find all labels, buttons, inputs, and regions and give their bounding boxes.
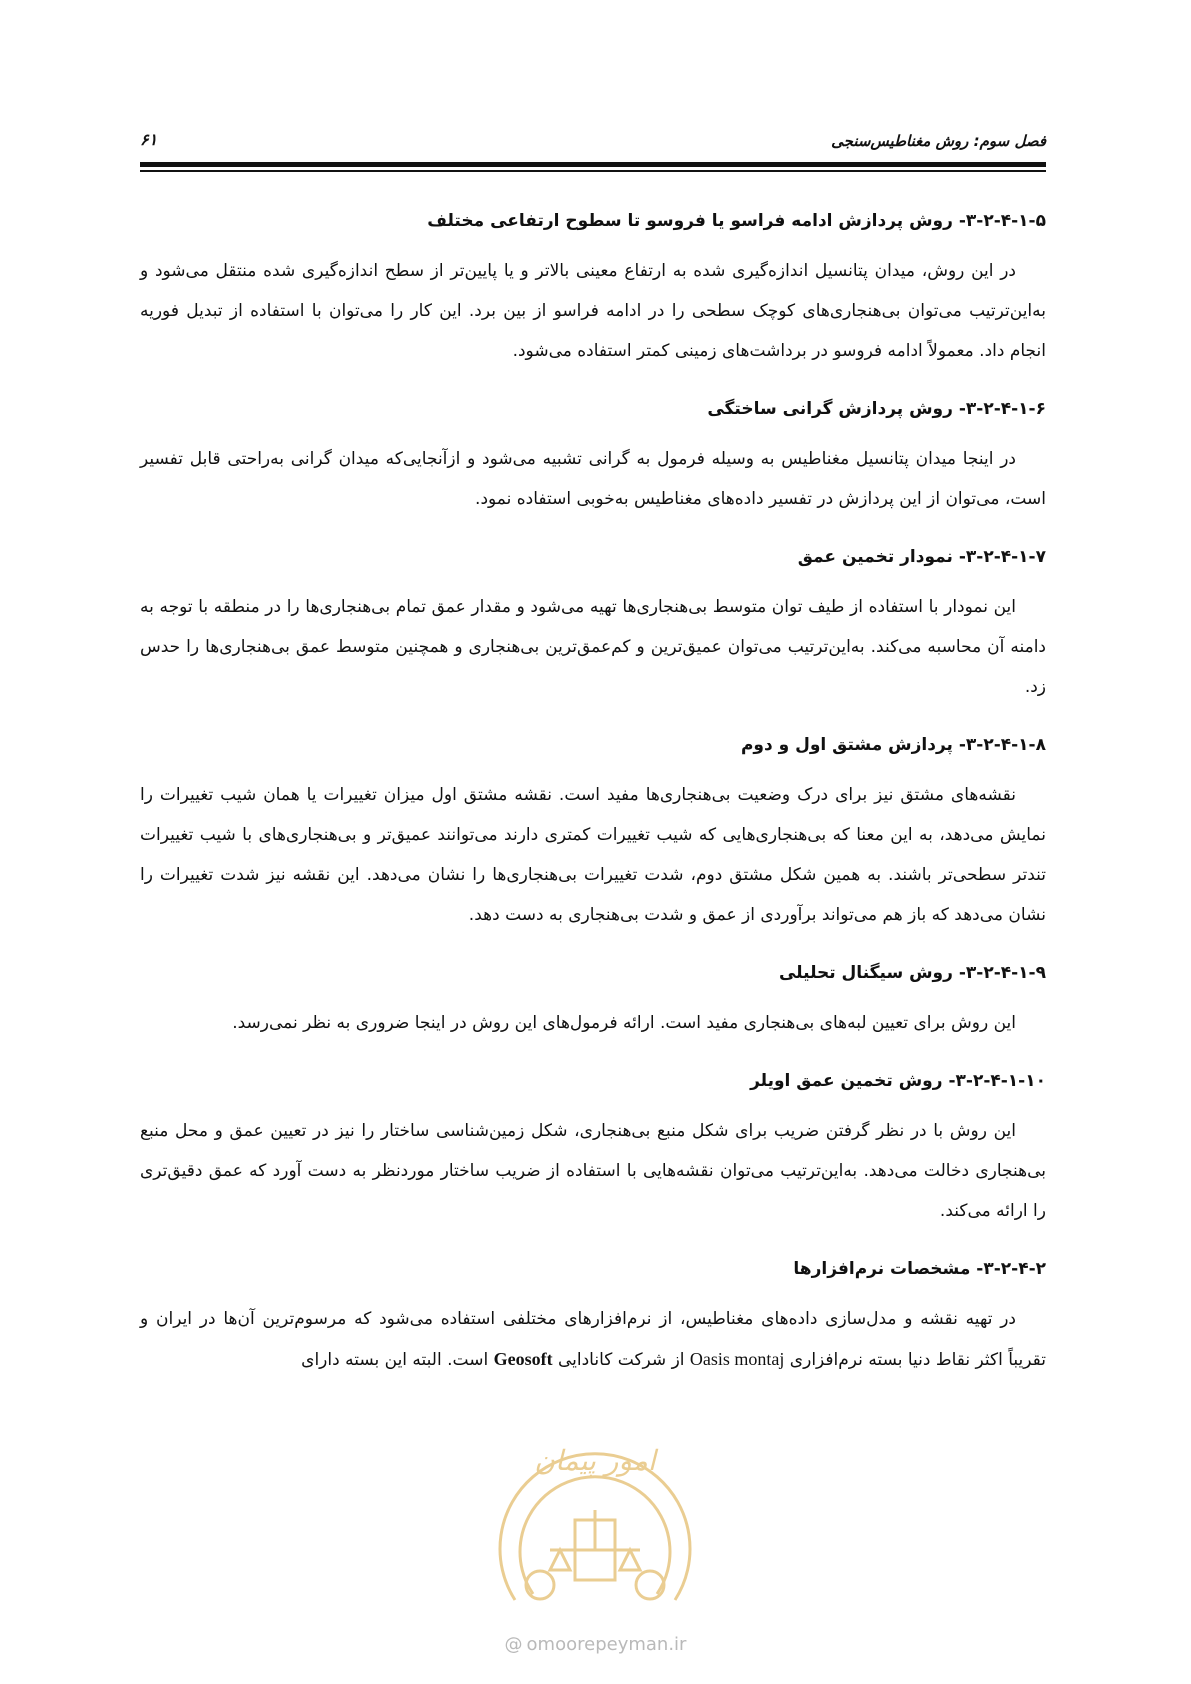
section-paragraph: این نمودار با استفاده از طیف توان متوسط بی‌هنجاری‌ها تهیه می‌شود و مقدار عمق تمام بی‌هنجاری‌ها را در منطقه با توجه به دامنه آن محاسبه می‌کند. به‌این‌ترتیب می‌توان عمیق‌ترین و کم‌عمق‌ترین بی‌هنجاری و همچنین متوسط عمق بی‌هنجاری‌ها را حدس زد. [140, 597, 1046, 697]
section-heading: ۳-۲-۴-۱-۹- روش سیگنال تحلیلی [778, 963, 1046, 983]
company-name: Geosoft [493, 1349, 553, 1369]
seal-text: امور پیمان [534, 1444, 656, 1477]
section-heading: ۳-۲-۴-۲- مشخصات نرم‌افزارها [793, 1259, 1046, 1279]
page-body [140, 205, 1046, 1402]
section-paragraph: در اینجا میدان پتانسیل مغناطیس به وسیله فرمول به گرانی تشبیه می‌شود و ازآنجایی‌که میدان گرانی به‌راحتی قابل تفسیر است، می‌توان از این پردازش در تفسیر داده‌های مغناطیس به‌خوبی استفاده نمود. [140, 449, 1046, 509]
watermark-site [0, 1634, 1191, 1655]
site-url: omoorepeyman.ir [526, 1634, 687, 1655]
paragraph-text: است. البته این بسته دارای [301, 1350, 494, 1370]
section-paragraph: نقشه‌های مشتق نیز برای درک وضعیت بی‌هنجاری‌ها مفید است. نقشه مشتق اول میزان تغییرات یا همان شیب تغییرات را نمایش می‌دهد، به این معنا که بی‌هنجاری‌هایی که شیب تغییرات کمتری دارند می‌توانند عمیق‌تر و بی‌هنجاری‌های با شیب تغییرات تندتر سطحی‌تر باشند. به همین شکل مشتق دوم، شدت تغییرات بی‌هنجاری‌ها را نشان می‌دهد. این نقشه نیز شدت تغییرات را نشان می‌دهد که باز هم می‌تواند برآوردی از عمق و شدت بی‌هنجاری به دست دهد. [140, 785, 1046, 925]
section-heading: ۳-۲-۴-۱-۱۰- روش تخمین عمق اویلر [750, 1071, 1046, 1091]
page-number: ۶۱ [140, 130, 158, 149]
seal-scale [550, 1510, 640, 1570]
section-paragraph: این روش با در نظر گرفتن ضریب برای شکل منبع بی‌هنجاری، شکل زمین‌شناسی ساختار را نیز در تعیین عمق و محل منبع بی‌هنجاری دخالت می‌دهد. به‌این‌ترتیب می‌توان نقشه‌هایی با استفاده از ضریب ساختار موردنظر به دست آورد که عمق دقیق‌تری را ارائه می‌کند. [140, 1121, 1046, 1221]
section-paragraph [140, 1299, 1046, 1380]
section-paragraph: در این روش، میدان پتانسیل اندازه‌گیری شده به ارتفاع معینی بالاتر و یا پایین‌تر از سطح اندازه‌گیری شده منتقل می‌شود و به‌این‌ترتیب می‌توان بی‌هنجاری‌های کوچک سطحی را در ادامه فراسو از بین برد. این کار را می‌توان با استفاده از تبدیل فوریه انجام داد. معمولاً ادامه فروسو در برداشت‌های زمینی کمتر استفاده می‌شود. [140, 261, 1046, 361]
section-heading: ۳-۲-۴-۱-۶- روش پردازش گرانی ساختگی [707, 399, 1046, 419]
section-heading: ۳-۲-۴-۱-۸- پردازش مشتق اول و دوم [740, 735, 1046, 755]
watermark-seal [475, 1410, 715, 1620]
chapter-title: فصل سوم: روش مغناطیس‌سنجی [831, 132, 1046, 150]
section-heading: ۳-۲-۴-۱-۷- نمودار تخمین عمق [797, 547, 1046, 567]
paragraph-text: از شرکت کانادایی [552, 1350, 690, 1370]
header-rule-thick [140, 162, 1046, 167]
seal-gear-right [636, 1571, 664, 1599]
seal-gear-left [526, 1571, 554, 1599]
section-heading: ۳-۲-۴-۱-۵- روش پردازش ادامه فراسو یا فروسو تا سطوح ارتفاعی مختلف [427, 211, 1046, 231]
at-icon: @ [504, 1634, 523, 1655]
paragraph-text: در تهیه نقشه و مدل‌سازی داده‌های مغناطیس، از نرم‌افزارهای مختلفی استفاده می‌شود که مرسوم‌ترین آن‌ها در ایران و تقریباً اکثر نقاط دنیا بسته نرم‌افزاری [140, 1309, 1046, 1370]
section-paragraph: این روش برای تعیین لبه‌های بی‌هنجاری مفید است. ارائه فرمول‌های این روش در اینجا ضروری به نظر نمی‌رسد. [232, 1013, 1016, 1033]
header-rule-thin [140, 170, 1046, 172]
software-name: Oasis montaj [689, 1349, 785, 1369]
